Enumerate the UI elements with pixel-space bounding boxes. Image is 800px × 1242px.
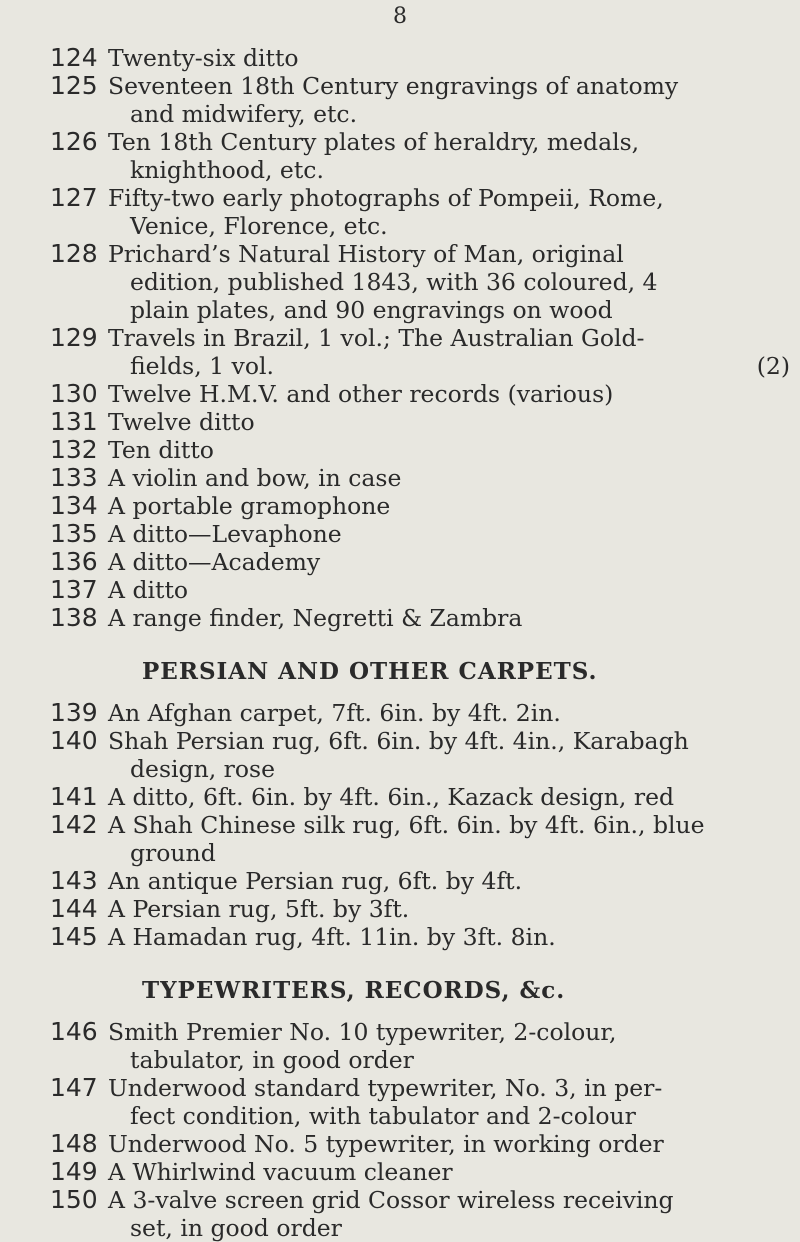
lot-number: 135 [50,519,98,548]
lot-number: 150 [50,1185,98,1214]
lot-item [50,492,790,520]
lot-description-line: A Hamadan rug, 4ft. 11in. by 3ft. 8in. [108,923,556,951]
lot-number: 138 [50,603,98,632]
lot-item [50,811,790,867]
lot-number: 142 [50,810,98,839]
lot-description [108,408,790,436]
lot-description-line: A violin and bow, in case [108,464,402,492]
lot-description-line: A 3-valve screen grid Cossor wireless receiving [108,1186,674,1214]
lot-description [108,72,790,128]
lot-description-line: and midwifery, etc. [130,100,358,128]
lot-item [50,240,790,324]
lot-description [108,324,790,380]
lot-number: 136 [50,547,98,576]
lot-description [108,464,790,492]
lot-description-line: tabulator, in good order [130,1046,414,1074]
lot-number: 134 [50,491,98,520]
lot-number: 130 [50,379,98,408]
lot-number: 141 [50,782,98,811]
lot-item [50,1018,790,1074]
lot-item [50,520,790,548]
lot-item [50,548,790,576]
lot-description [108,1130,790,1158]
lot-description-line: Underwood No. 5 typewriter, in working order [108,1130,664,1158]
lot-description-line: Prichard’s Natural History of Man, original [108,240,624,268]
lot-item [50,324,790,380]
lot-description-line: A Persian rug, 5ft. by 3ft. [108,895,410,923]
lot-description-line: set, in good order [130,1214,342,1242]
lot-description [108,380,790,408]
lot-description [108,727,790,783]
lot-item [50,464,790,492]
lot-list-carpets [50,699,790,951]
lot-description [108,604,790,632]
lot-item [50,436,790,464]
lot-description-line: A Whirlwind vacuum cleaner [108,1158,453,1186]
lot-description [108,44,790,72]
lot-description [108,576,790,604]
lot-description-line: A ditto—Levaphone [108,520,342,548]
lot-item [50,128,790,184]
lot-item [50,1158,790,1186]
lot-description-line: Ten 18th Century plates of heraldry, medals, [108,128,640,156]
lot-item [50,783,790,811]
lot-item [50,727,790,783]
lot-number: 147 [50,1073,98,1102]
lot-item [50,408,790,436]
lot-description-line: fect condition, with tabulator and 2-colour [130,1102,636,1130]
lot-description-line: A ditto [108,576,189,604]
lot-number: 126 [50,127,98,156]
page-number: 8 [393,4,407,29]
lot-description [108,492,790,520]
lot-number: 124 [50,43,98,72]
lot-description-line: Smith Premier No. 10 typewriter, 2-colour, [108,1018,617,1046]
lot-description [108,436,790,464]
lot-item [50,1186,790,1242]
lot-description [108,520,790,548]
lot-description-line: An Afghan carpet, 7ft. 6in. by 4ft. 2in. [108,699,561,727]
lot-description-line: edition, published 1843, with 36 coloured, 4 [130,268,658,296]
lot-number: 131 [50,407,98,436]
lot-number: 143 [50,866,98,895]
lot-description [108,1186,790,1242]
lot-number: 125 [50,71,98,100]
lot-number: 146 [50,1017,98,1046]
lot-description-line: Venice, Florence, etc. [130,212,388,240]
lot-item [50,604,790,632]
lot-description-row [108,352,790,380]
lot-item [50,576,790,604]
lot-item [50,184,790,240]
lot-number: 132 [50,435,98,464]
lot-item [50,895,790,923]
lot-description [108,811,790,867]
lot-description [108,240,790,324]
lot-quantity: (2) [756,352,790,380]
lot-item [50,72,790,128]
lot-description-line: A Shah Chinese silk rug, 6ft. 6in. by 4ft. 6in., blue [108,811,705,839]
lot-item [50,699,790,727]
lot-number: 148 [50,1129,98,1158]
lot-description [108,1074,790,1130]
lot-description-line: fields, 1 vol. [130,352,274,380]
lot-description-line: Fifty-two early photographs of Pompeii, Rome, [108,184,664,212]
lot-description-line: Twelve ditto [108,408,255,436]
lot-description-line: Ten ditto [108,436,214,464]
lot-description-line: knighthood, etc. [130,156,324,184]
lot-number: 127 [50,183,98,212]
lot-description-line: An antique Persian rug, 6ft. by 4ft. [108,867,523,895]
lot-description [108,783,790,811]
lot-number: 128 [50,239,98,268]
lot-number: 140 [50,726,98,755]
lot-description-line: A range finder, Negretti & Zambra [108,604,523,632]
lot-item [50,1074,790,1130]
lot-list-miscellaneous [50,44,790,632]
lot-description-line: Twelve H.M.V. and other records (various) [108,380,614,408]
section-heading-carpets: PERSIAN AND OTHER CARPETS. [142,658,598,685]
lot-number: 144 [50,894,98,923]
lot-item [50,923,790,951]
lot-description [108,1018,790,1074]
lot-item [50,44,790,72]
lot-description [108,867,790,895]
lot-description [108,548,790,576]
lot-description-line: design, rose [130,755,275,783]
lot-description-line: Seventeen 18th Century engravings of anatomy [108,72,679,100]
lot-description-line: Underwood standard typewriter, No. 3, in per- [108,1074,663,1102]
section-heading-typewriters: TYPEWRITERS, RECORDS, &c. [142,977,566,1004]
lot-number: 137 [50,575,98,604]
lot-description-line: plain plates, and 90 engravings on wood [130,296,613,324]
lot-description [108,923,790,951]
lot-description-line: Shah Persian rug, 6ft. 6in. by 4ft. 4in., Karabagh [108,727,689,755]
lot-description-line: A ditto—Academy [108,548,321,576]
lot-description [108,895,790,923]
lot-description-line: A ditto, 6ft. 6in. by 4ft. 6in., Kazack design, red [108,783,675,811]
lot-number: 149 [50,1157,98,1186]
lot-item [50,1130,790,1158]
catalogue-content [50,44,790,1242]
lot-list-typewriters [50,1018,790,1242]
lot-number: 139 [50,698,98,727]
lot-item [50,867,790,895]
lot-description [108,699,790,727]
lot-number: 129 [50,323,98,352]
lot-description-line: Travels in Brazil, 1 vol.; The Australian Gold- [108,324,645,352]
lot-description [108,184,790,240]
lot-description [108,128,790,184]
lot-description-line: A portable gramophone [108,492,391,520]
lot-item [50,380,790,408]
lot-description-line: ground [130,839,216,867]
lot-number: 133 [50,463,98,492]
lot-description [108,1158,790,1186]
lot-description-line: Twenty-six ditto [108,44,299,72]
lot-number: 145 [50,922,98,951]
